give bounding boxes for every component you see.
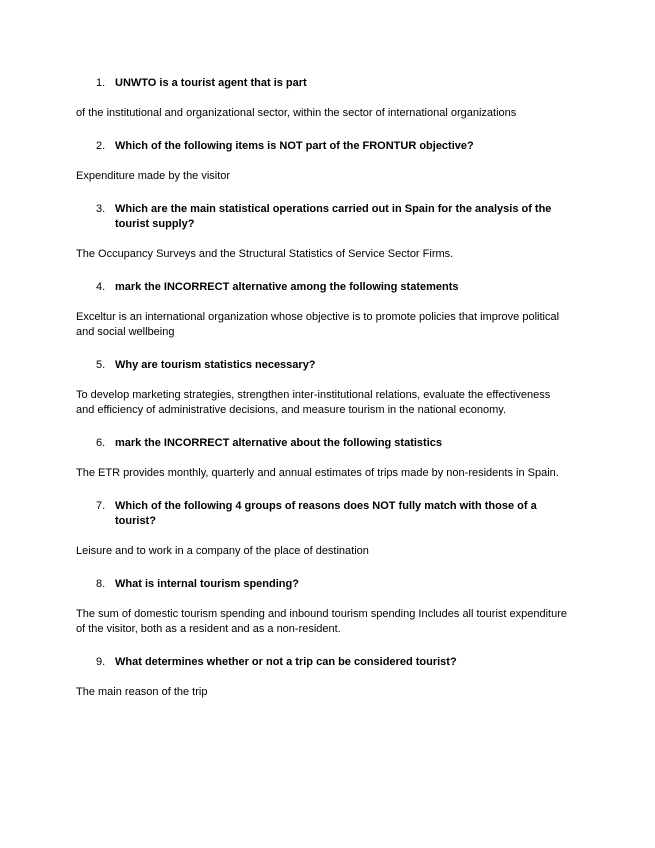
- question-5: [76, 358, 567, 373]
- question-number: 8.: [96, 578, 106, 590]
- question-8: [76, 577, 567, 592]
- question-number: 1.: [96, 77, 106, 89]
- question-text: What is internal tourism spending?: [115, 578, 299, 590]
- qa-item-7: [76, 499, 567, 559]
- answer-2: Expenditure made by the visitor: [76, 170, 231, 182]
- answer-3: The Occupancy Surveys and the Structural Statistics of Service Sector Firms.: [76, 248, 454, 260]
- qa-item-8: [76, 577, 567, 637]
- question-text: UNWTO is a tourist agent that is part: [115, 77, 307, 89]
- qa-item-1: [76, 76, 567, 121]
- answer-7: Leisure and to work in a company of the place of destination: [76, 545, 369, 557]
- question-3: [76, 202, 567, 232]
- answer-6: The ETR provides monthly, quarterly and annual estimates of trips made by non-residents in Spain.: [76, 467, 559, 479]
- question-text: Which of the following items is NOT part of the FRONTUR objective?: [115, 140, 474, 152]
- question-6: [76, 436, 567, 451]
- question-number: 9.: [96, 656, 106, 668]
- question-number: 2.: [96, 140, 106, 152]
- question-text: Which of the following 4 groups of reasons does NOT fully match with those of a tourist?: [115, 500, 537, 527]
- question-number: 6.: [96, 437, 106, 449]
- question-text: mark the INCORRECT alternative about the following statistics: [115, 437, 442, 449]
- qa-item-4: [76, 280, 567, 340]
- question-text: Which are the main statistical operations carried out in Spain for the analysis of the tourist supply?: [115, 203, 552, 230]
- answer-5: To develop marketing strategies, strengthen inter-institutional relations, evaluate the effectiveness and efficiency of administrative decisions, and measure tourism in the national economy.: [76, 389, 551, 416]
- question-7: [76, 499, 567, 529]
- answer-4: Exceltur is an international organization whose objective is to promote policies that improve political and social wellbeing: [76, 311, 560, 338]
- question-number: 7.: [96, 500, 106, 512]
- question-number: 4.: [96, 281, 106, 293]
- question-9: [76, 655, 567, 670]
- question-4: [76, 280, 567, 295]
- answer-1: of the institutional and organizational sector, within the sector of international organizations: [76, 107, 517, 119]
- question-text: What determines whether or not a trip can be considered tourist?: [115, 656, 457, 668]
- question-1: [76, 76, 567, 91]
- qa-item-3: [76, 202, 567, 262]
- qa-item-2: [76, 139, 567, 184]
- question-text: Why are tourism statistics necessary?: [115, 359, 316, 371]
- qa-item-5: [76, 358, 567, 418]
- qa-item-6: [76, 436, 567, 481]
- question-2: [76, 139, 567, 154]
- question-number: 3.: [96, 203, 106, 215]
- question-text: mark the INCORRECT alternative among the following statements: [115, 281, 459, 293]
- answer-8: The sum of domestic tourism spending and inbound tourism spending Includes all tourist expenditure of the visitor, both as a resident and as a non-resident.: [76, 608, 567, 635]
- qa-item-9: [76, 655, 567, 700]
- question-number: 5.: [96, 359, 106, 371]
- answer-9: The main reason of the trip: [76, 686, 208, 698]
